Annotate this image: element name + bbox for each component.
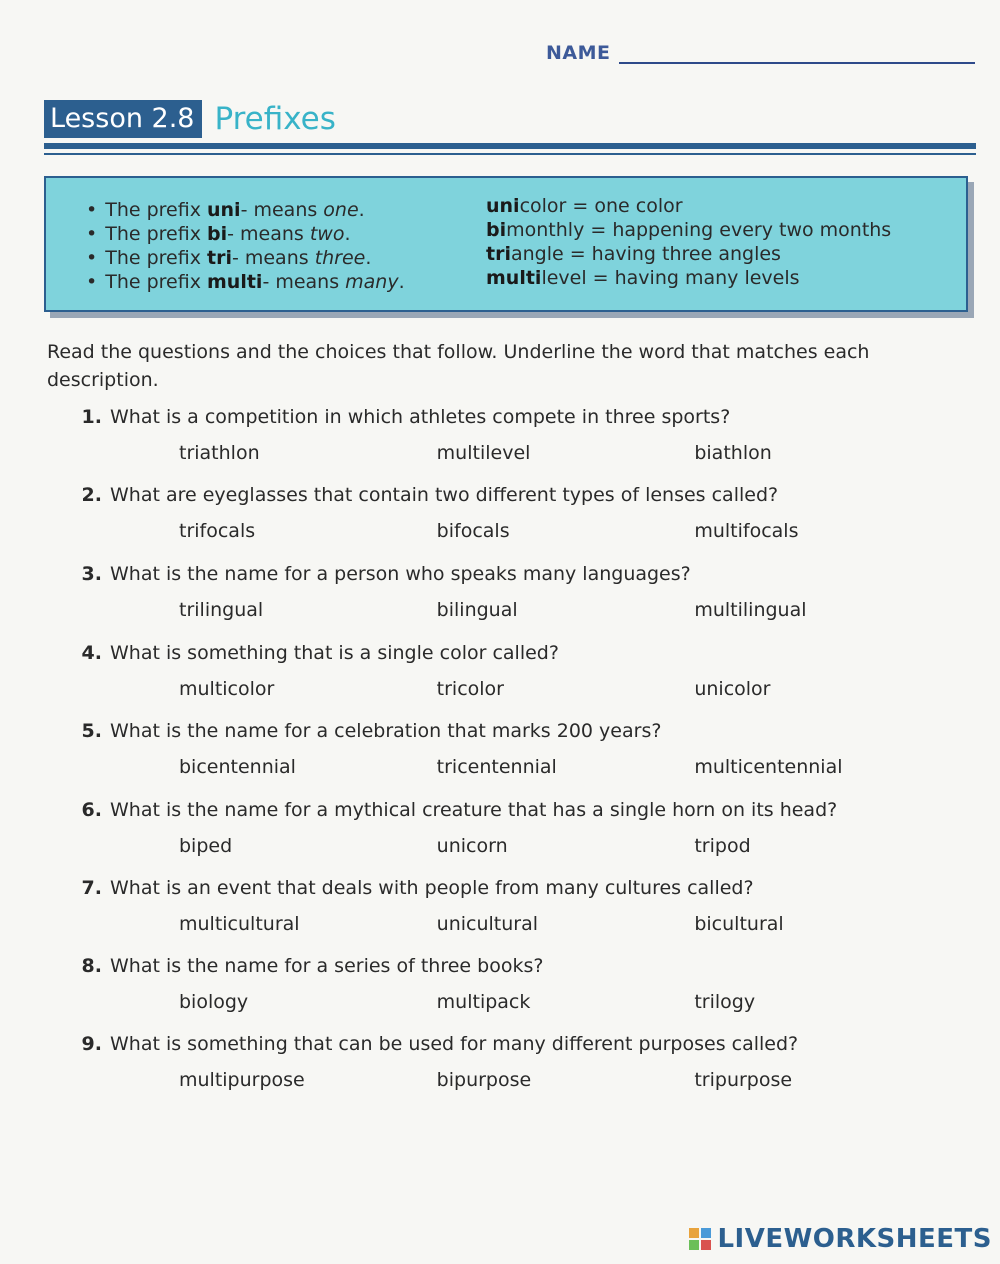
- prefix-rule: • The prefix uni- means one.: [86, 198, 405, 222]
- answer-choice[interactable]: unicultural: [436, 913, 539, 935]
- question-text: What is something that is a single color called?: [110, 642, 559, 664]
- answer-choice[interactable]: multicultural: [179, 913, 300, 935]
- answer-choice[interactable]: bicentennial: [179, 756, 296, 778]
- instructions: Read the questions and the choices that follow. Underline the word that matches each description.: [47, 341, 870, 391]
- brand-text: LIVEWORKSHEETS: [717, 1224, 992, 1254]
- prefix-example: triangle = having three angles: [486, 243, 781, 265]
- lesson-header: [44, 100, 336, 138]
- question-text: What is an event that deals with people from many cultures called?: [110, 877, 754, 899]
- answer-choice[interactable]: unicorn: [436, 835, 508, 857]
- question-number: 3.: [81, 563, 102, 585]
- question: [72, 718, 952, 778]
- answer-choice[interactable]: multilingual: [694, 599, 807, 621]
- answer-choice[interactable]: multipurpose: [179, 1069, 305, 1091]
- answer-choice[interactable]: trilingual: [179, 599, 264, 621]
- answer-choice[interactable]: biathlon: [694, 442, 772, 464]
- question-number: 5.: [81, 720, 102, 742]
- prefix-examples: [486, 194, 891, 290]
- question-text: What is a competition in which athletes compete in three sports?: [110, 406, 731, 428]
- question-text: What is something that can be used for many different purposes called?: [110, 1033, 799, 1055]
- answer-choice[interactable]: multicentennial: [694, 756, 843, 778]
- question-number: 4.: [81, 642, 102, 664]
- question-number: 9.: [81, 1033, 102, 1055]
- question-text: What are eyeglasses that contain two different types of lenses called?: [110, 484, 779, 506]
- question: [72, 875, 952, 935]
- question: [72, 561, 952, 621]
- name-row: [546, 42, 975, 64]
- answer-choice[interactable]: bipurpose: [436, 1069, 532, 1091]
- question: [72, 953, 952, 1013]
- prefix-example: unicolor = one color: [486, 195, 683, 217]
- answer-choice[interactable]: multifocals: [694, 520, 799, 542]
- liveworksheets-logo-icon: [689, 1228, 711, 1250]
- question: [72, 482, 952, 542]
- question-number: 7.: [81, 877, 102, 899]
- prefix-rule: • The prefix bi- means two.: [86, 222, 405, 246]
- answer-choice[interactable]: tripurpose: [694, 1069, 793, 1091]
- answer-choice[interactable]: triathlon: [179, 442, 260, 464]
- answer-choice[interactable]: multicolor: [179, 678, 275, 700]
- lesson-divider-thin: [44, 153, 976, 155]
- name-label: NAME: [546, 42, 611, 64]
- lesson-divider: [44, 143, 976, 149]
- question-text: What is the name for a mythical creature that has a single horn on its head?: [110, 799, 838, 821]
- question-number: 2.: [81, 484, 102, 506]
- prefix-example: bimonthly = happening every two months: [486, 219, 892, 241]
- answer-choice[interactable]: bifocals: [436, 520, 510, 542]
- question-number: 8.: [81, 955, 102, 977]
- answer-choice[interactable]: tripod: [694, 835, 751, 857]
- answer-choice[interactable]: tricolor: [436, 678, 504, 700]
- liveworksheets-brand: [689, 1224, 992, 1254]
- question: [72, 404, 952, 464]
- answer-choice[interactable]: multipack: [436, 991, 531, 1013]
- question-text: What is the name for a series of three books?: [110, 955, 544, 977]
- name-line: [619, 44, 975, 64]
- question-text: What is the name for a celebration that marks 200 years?: [110, 720, 662, 742]
- answer-choice[interactable]: trifocals: [179, 520, 256, 542]
- prefix-example: multilevel = having many levels: [486, 267, 800, 289]
- answer-choice[interactable]: biology: [179, 991, 249, 1013]
- prefix-rule: • The prefix tri- means three.: [86, 246, 405, 270]
- question: [72, 640, 952, 700]
- question-text: What is the name for a person who speaks many languages?: [110, 563, 691, 585]
- answer-choice[interactable]: multilevel: [436, 442, 531, 464]
- question-number: 6.: [81, 799, 102, 821]
- answer-choice[interactable]: bicultural: [694, 913, 784, 935]
- answer-choice[interactable]: tricentennial: [436, 756, 557, 778]
- answer-choice[interactable]: unicolor: [694, 678, 771, 700]
- lesson-title: Prefixes: [214, 101, 336, 137]
- prefix-rule: • The prefix multi- means many.: [86, 270, 405, 294]
- answer-choice[interactable]: trilogy: [694, 991, 756, 1013]
- question: [72, 1031, 952, 1091]
- prefix-info-box: [44, 176, 968, 312]
- answer-choice[interactable]: biped: [179, 835, 233, 857]
- question-number: 1.: [81, 406, 102, 428]
- prefix-rules: [86, 198, 405, 294]
- answer-choice[interactable]: bilingual: [436, 599, 518, 621]
- question: [72, 797, 952, 857]
- lesson-badge: Lesson 2.8: [44, 100, 202, 138]
